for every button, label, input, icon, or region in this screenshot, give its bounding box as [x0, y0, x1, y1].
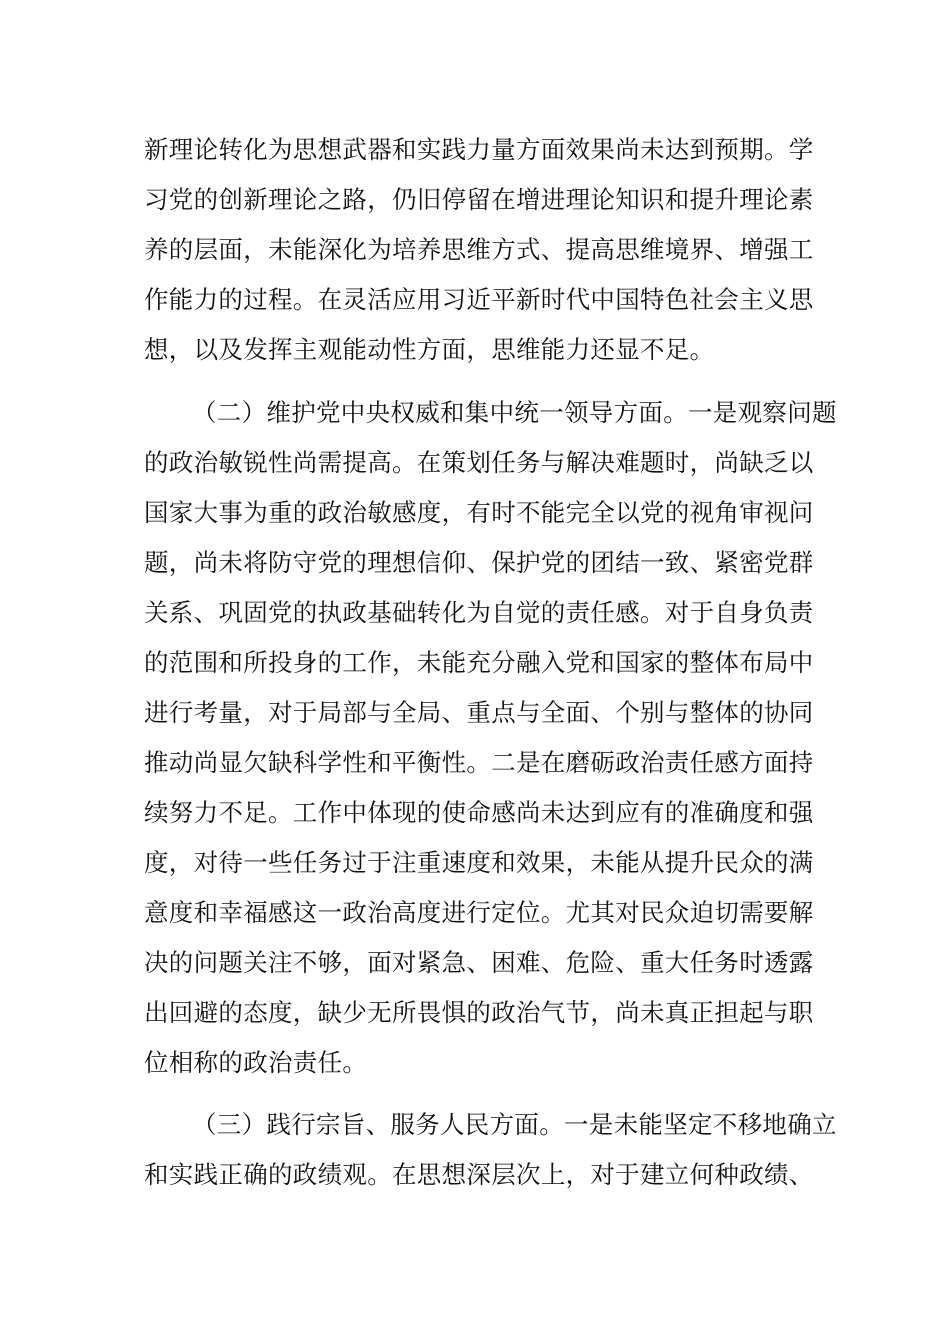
text-line: 位相称的政治责任。 [144, 1048, 368, 1077]
text-line: 进行考量，对于局部与全局、重点与全面、个别与整体的协同 [144, 698, 814, 727]
text-line: 推动尚显欠缺科学性和平衡性。二是在磨砺政治责任感方面持 [144, 748, 814, 777]
text-line: 意度和幸福感这一政治高度进行定位。尤其对民众迫切需要解 [144, 898, 814, 927]
text-line: 出回避的态度，缺少无所畏惧的政治气节，尚未真正担起与职 [144, 998, 814, 1027]
text-line: 的范围和所投身的工作，未能充分融入党和国家的整体布局中 [144, 648, 814, 677]
text-line: 新理论转化为思想武器和实践力量方面效果尚未达到预期。学 [144, 135, 814, 164]
text-line: 作能力的过程。在灵活应用习近平新时代中国特色社会主义思 [144, 285, 814, 314]
section-heading-line: （三）践行宗旨、服务人民方面。一是未能坚定不移地确立 [192, 1110, 837, 1139]
text-line: 国家大事为重的政治敏感度，有时不能完全以党的视角审视问 [144, 498, 814, 527]
text-line: 养的层面，未能深化为培养思维方式、提高思维境界、增强工 [144, 235, 814, 264]
section-heading-line: （二）维护党中央权威和集中统一领导方面。一是观察问题 [192, 398, 837, 427]
text-line: 决的问题关注不够，面对紧急、困难、危险、重大任务时透露 [144, 948, 814, 977]
text-line: 续努力不足。工作中体现的使命感尚未达到应有的准确度和强 [144, 798, 814, 827]
text-line: 习党的创新理论之路，仍旧停留在增进理论知识和提升理论素 [144, 185, 814, 214]
text-line: 和实践正确的政绩观。在思想深层次上，对于建立何种政绩、 [144, 1160, 814, 1189]
text-line: 度，对待一些任务过于注重速度和效果，未能从提升民众的满 [144, 848, 814, 877]
text-line: 的政治敏锐性尚需提高。在策划任务与解决难题时，尚缺乏以 [144, 448, 814, 477]
text-line: 想，以及发挥主观能动性方面，思维能力还显不足。 [144, 335, 715, 364]
text-line: 关系、巩固党的执政基础转化为自觉的责任感。对于自身负责 [144, 598, 814, 627]
text-line: 题，尚未将防守党的理想信仰、保护党的团结一致、紧密党群 [144, 548, 814, 577]
